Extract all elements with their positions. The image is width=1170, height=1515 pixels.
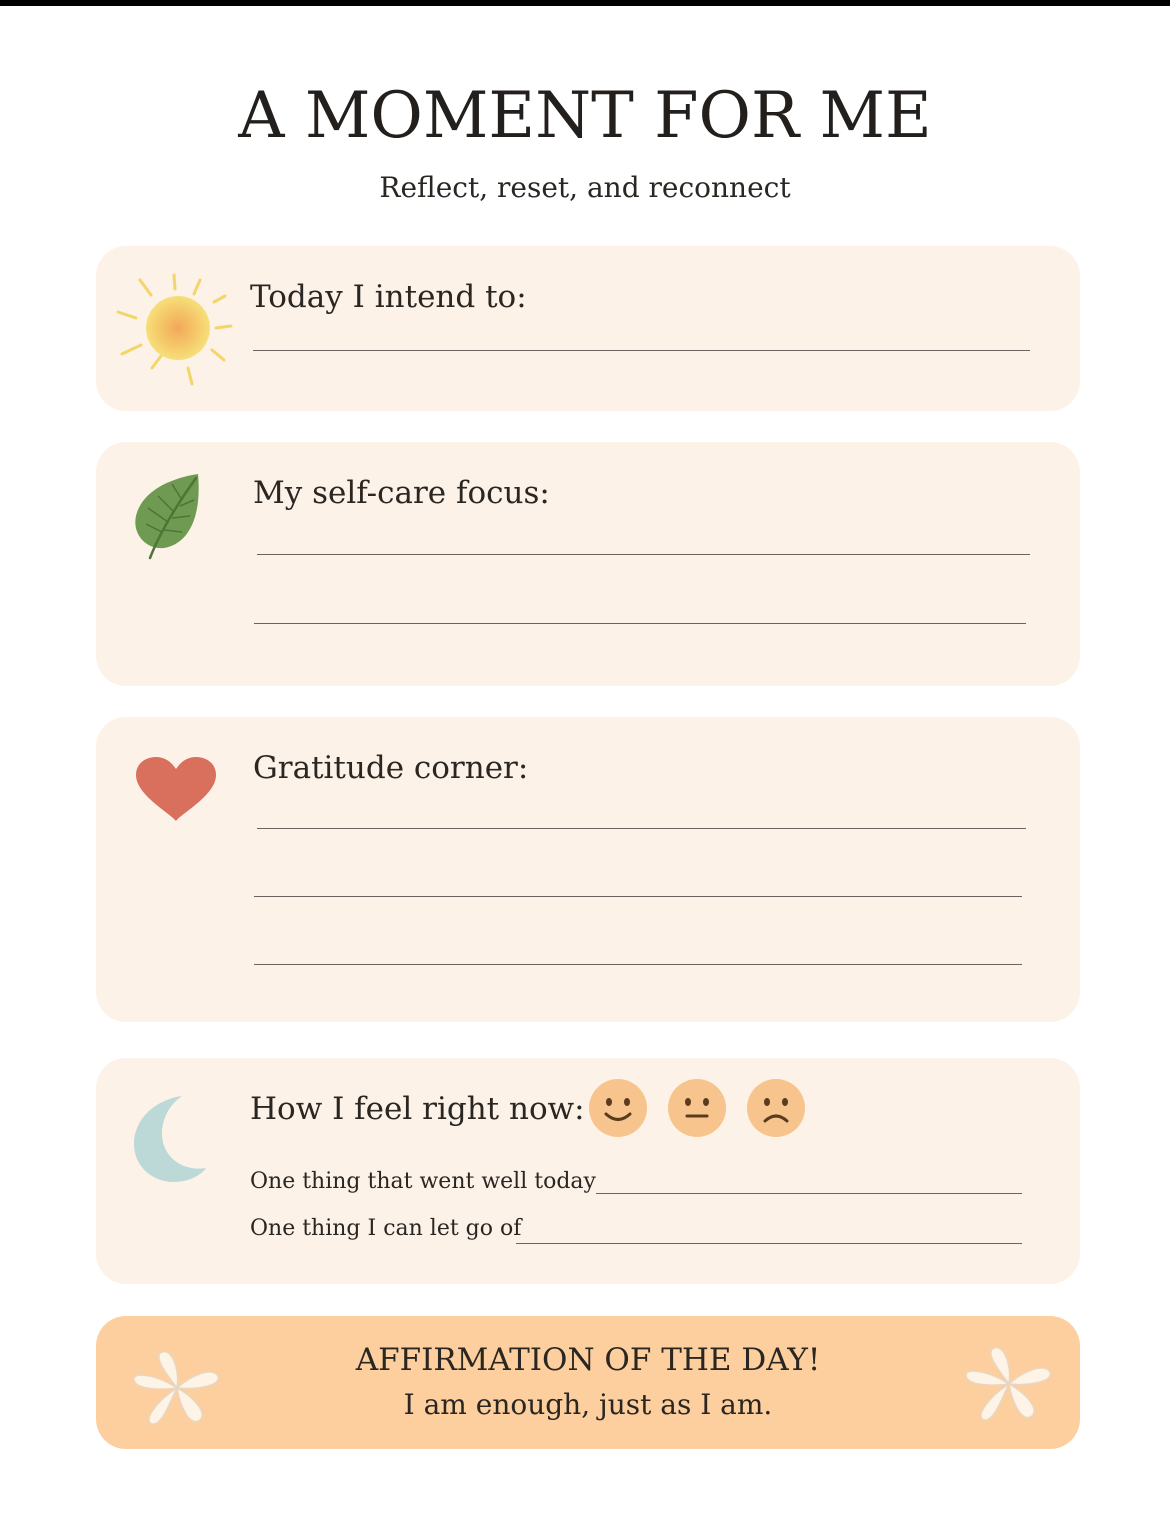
leaf-icon	[132, 472, 204, 562]
gratitude-line-1[interactable]	[257, 828, 1026, 829]
self-care-label: My self-care focus:	[253, 475, 550, 511]
sun-icon	[114, 272, 238, 390]
affirmation-text: I am enough, just as I am.	[403, 1388, 773, 1421]
moon-icon	[132, 1094, 208, 1184]
let-go-line[interactable]	[516, 1243, 1022, 1244]
feelings-label: How I feel right now:	[250, 1091, 585, 1127]
gratitude-card	[96, 717, 1080, 1022]
went-well-label: One thing that went well today	[250, 1169, 596, 1194]
feelings-card	[96, 1058, 1080, 1284]
page-title: A MOMENT FOR ME	[238, 79, 932, 153]
flower-icon-right	[964, 1346, 1054, 1426]
page-subtitle: Reflect, reset, and reconnect	[379, 171, 791, 204]
intention-line[interactable]	[253, 350, 1030, 351]
happy-face-icon[interactable]	[589, 1079, 647, 1137]
self-care-line-1[interactable]	[257, 554, 1030, 555]
let-go-label: One thing I can let go of	[250, 1216, 522, 1241]
sad-face-icon[interactable]	[747, 1079, 805, 1137]
went-well-line[interactable]	[596, 1193, 1022, 1194]
heart-icon	[134, 755, 218, 823]
self-care-line-2[interactable]	[254, 623, 1026, 624]
affirmation-title: AFFIRMATION OF THE DAY!	[355, 1342, 821, 1378]
affirmation-card	[96, 1316, 1080, 1449]
intention-label: Today I intend to:	[250, 279, 527, 315]
neutral-face-icon[interactable]	[668, 1079, 726, 1137]
gratitude-line-3[interactable]	[254, 964, 1022, 965]
intention-card	[96, 246, 1080, 411]
gratitude-line-2[interactable]	[254, 896, 1022, 897]
top-border	[0, 0, 1170, 6]
self-care-card	[96, 442, 1080, 686]
gratitude-label: Gratitude corner:	[253, 750, 529, 786]
